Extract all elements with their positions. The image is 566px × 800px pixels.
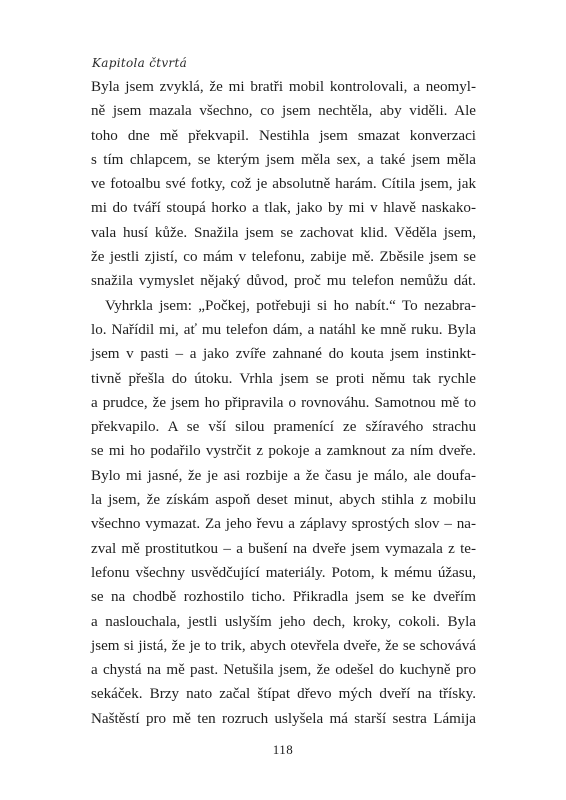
paragraph	[91, 75, 476, 294]
text-line: se na chodbě rozhostilo ticho. Přikradla jsem se ke dveřím	[91, 589, 476, 606]
text-line: snažila vymyslet nějaký důvod, proč mu telefon nemůžu dát.	[91, 273, 476, 290]
text-line: zval mě prostitutkou – a bušení na dveře jsem vymazala z te-	[91, 540, 476, 557]
text-line: la jsem, že získám aspoň deset minut, abych stihla z mobilu	[91, 492, 476, 509]
text-line: Vyhrkla jsem: „Počkej, potřebuji si ho nabít.“ To nezabra-	[105, 297, 476, 314]
text-line: lo. Nařídil mi, ať mu telefon dám, a natáhl ke mně ruku. Byla	[91, 321, 476, 338]
text-line: sekáček. Brzy nato začal štípat dřevo mých dveří na třísky.	[91, 686, 476, 703]
text-line: toho dne mě překvapil. Nestihla jsem smazat konverzaci	[91, 127, 476, 144]
text-line: ve fotoalbu své fotky, což je absolutně harám. Cítila jsem, jak	[91, 176, 476, 193]
text-line: a naslouchala, jestli uslyším jeho dech, kroky, cokoli. Byla	[91, 613, 476, 630]
text-line: že jestli zjistí, co mám v telefonu, zabije mě. Zběsile jsem se	[91, 249, 476, 266]
text-line: Byla jsem zvyklá, že mi bratři mobil kontrolovali, a neomyl-	[91, 79, 476, 95]
text-line: s tím chlapcem, se kterým jsem měla sex, a také jsem měla	[91, 151, 476, 168]
paragraph	[91, 294, 476, 731]
page-number: 118	[272, 742, 294, 757]
text-line: Bylo mi jasné, že je asi rozbije a že času je málo, ale doufa-	[91, 467, 476, 484]
text-line: Naštěstí pro mě ten rozruch uslyšela má starší sestra Lámija	[91, 710, 476, 727]
text-line: jsem v pasti – a jako zvíře zahnané do kouta jsem instinkt-	[91, 346, 476, 363]
body-text	[91, 75, 476, 731]
text-line: a chystá na mě past. Netušila jsem, že odešel do kuchyně pro	[91, 662, 476, 679]
text-line: všechno vymazat. Za jeho řevu a záplavy sprostých slov – na-	[91, 516, 476, 533]
text-line: mi do tváří stoupá horko a tlak, jako by mi v hlavě naskako-	[91, 200, 476, 217]
text-line: vala husí kůže. Snažila jsem se zachovat klid. Věděla jsem,	[91, 224, 476, 241]
text-line: lefonu všechny usvědčující materiály. Potom, k mému úžasu,	[91, 564, 476, 581]
running-head: Kapitola čtvrtá	[92, 56, 188, 70]
text-line: a prudce, že jsem ho připravila o rovnováhu. Samotnou mě to	[91, 394, 476, 411]
text-line: tivně přešla do útoku. Vrhla jsem se proti němu tak rychle	[91, 370, 476, 387]
text-line: se mi ho podařilo vystrčit z pokoje a zamknout za ním dveře.	[91, 443, 476, 460]
text-line: ně jsem mazala všechno, co jsem nechtěla, aby viděli. Ale	[91, 103, 476, 120]
text-line: překvapilo. A se vší silou pramenící ze sžíravého strachu	[91, 419, 476, 436]
text-line: jsem si jistá, že je to trik, abych otevřela dveře, že se schovává	[91, 637, 476, 654]
